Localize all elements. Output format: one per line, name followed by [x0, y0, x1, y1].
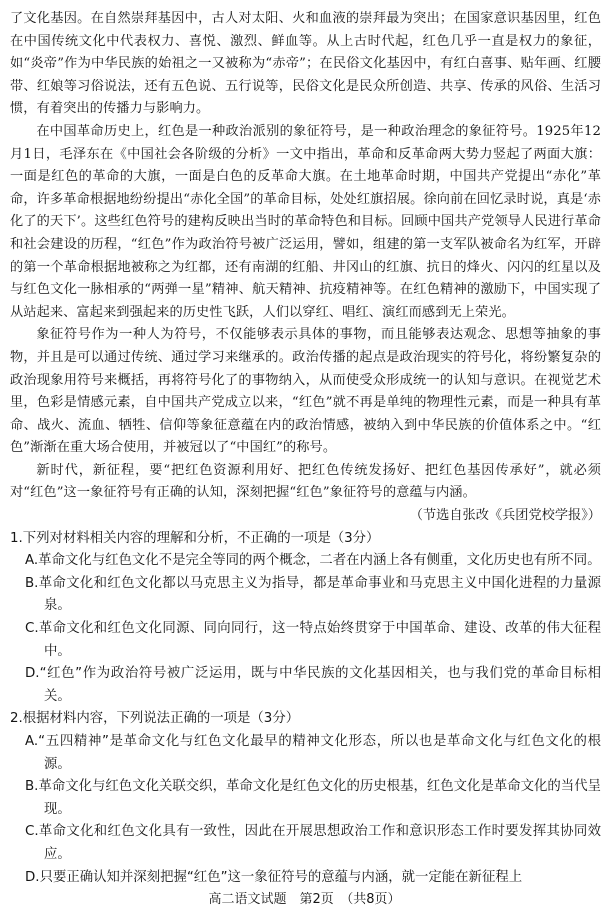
page-footer: 高二语文试题 第2页 （共8页）	[208, 892, 401, 907]
question-stem: 1.下列对材料相关内容的理解和分析，不正确的一项是（3分）	[10, 530, 380, 546]
passage-paragraph-4: 新时代，新征程，要“把红色资源利用好、把红色传统发扬好、把红色基因传承好”，就必须对“红色”这一象征符号有正确的认知，深刻把握“红色”象征符号的意蕴与内涵。	[10, 462, 601, 501]
passage-source: （节选自张改《兵团党校学报》）	[409, 508, 601, 524]
exam-page	[10, 8, 601, 889]
question-2	[10, 708, 601, 889]
option-d: D.“红色”作为政治符号被广泛运用，既与中华民族的文化基因相关，也与我们党的革命目标相关。	[25, 666, 601, 704]
option-c: C.革命文化和红色文化同源、同向同行，这一特点始终贯穿于中国革命、建设、改革的伟大征程中。	[25, 621, 601, 659]
option-a: A.“五四精神”是革命文化与红色文化最早的精神文化形态，所以也是革命文化与红色文化的根源。	[25, 734, 601, 772]
option-c: C.革命文化和红色文化具有一致性，因此在开展思想政治工作和意识形态工作时要发挥其协同效应。	[25, 824, 601, 862]
option-d: D.只要正确认知并深刻把握“红色”这一象征符号的意蕴与内涵，就一定能在新征程上	[25, 869, 523, 885]
option-a: A.革命文化与红色文化不是完全等同的两个概念，二者在内涵上各有侧重，文化历史也有所不同。	[25, 553, 601, 569]
option-b: B.革命文化和红色文化都以马克思主义为指导，都是革命事业和马克思主义中国化进程的力量源泉。	[25, 575, 601, 614]
passage-paragraph-2: 在中国革命历史上，红色是一种政治派别的象征符号，是一种政治理念的象征符号。1925年12月1日，毛泽东在《中国社会各阶级的分析》一文中指出，革命和反革命两大势力竖起了两面大旗：一面是红色的革命的大旗，一面是白色的反革命大旗。在土地革命时期，中国共产党提出“赤化”革命，许多革命根据地纷纷提出“赤化全国”的革命目标，处处红旗招展。徐向前在回忆录时说，真是‘赤化了的天下’。这些红色符号的建构反映出当时的革命特色和目标。回顾中国共产党领导人民进行革命和社会建设的历程，“红色”作为政治符号被广泛运用，譬如，组建的第一支军队被命名为红军，开辟的第一个革命根据地被称之为红都，还有南湖的红船、井冈山的红旗、抗日的烽火、闪闪的红星以及与红色文化一脉相承的“两弹一星”精神、航天精神、抗疫精神等。在红色精神的激励下，中国实现了从站起来、富起来到强起来的历史性飞跃，人们以穿红、唱红、演红而感到无上荣光。	[10, 123, 601, 320]
passage-paragraph-1: 了文化基因。在自然崇拜基因中，古人对太阳、火和血液的崇拜最为突出；在国家意识基因里，红色在中国传统文化中代表权力、喜悦、激烈、鲜血等。从上古时代起，红色几乎一直是权力的象征，如“炎帝”作为中华民族的始祖之一又被称为“赤帝”；在民俗文化基因中，有红白喜事、贴年画、红腰带、红娘等习俗说法，还有五色说、五行说等，民俗文化是民众所创造、共享、传承的风俗、生活习惯，有着突出的传播力与影响力。	[10, 11, 601, 117]
option-b: B.革命文化与红色文化关联交织，革命文化是红色文化的历史根基，红色文化是革命文化的当代呈现。	[25, 779, 601, 817]
question-stem: 2.根据材料内容，下列说法正确的一项是（3分）	[10, 711, 300, 727]
passage-paragraph-3: 象征符号作为一种人为符号，不仅能够表示具体的事物，而且能够表达观念、思想等抽象的事物，并且是可以通过传统、通过学习来继承的。政治传播的起点是政治现实的符号化，将纷繁复杂的政治现象用符号来概括，再将符号化了的事物纳入，从而使受众形成统一的认知与意识。在视觉艺术里，色彩是情感元素，自中国共产党成立以来，“红色”就不再是单纯的物理性元素，而是一种具有革命、战火、流血、牺牲、信仰等象征意蕴在内的政治情感，被纳入到中华民族的价值体系之中。“红色”渐渐在重大场合使用，并被冠以了“中国红”的称号。	[10, 327, 601, 456]
question-1	[10, 528, 601, 709]
